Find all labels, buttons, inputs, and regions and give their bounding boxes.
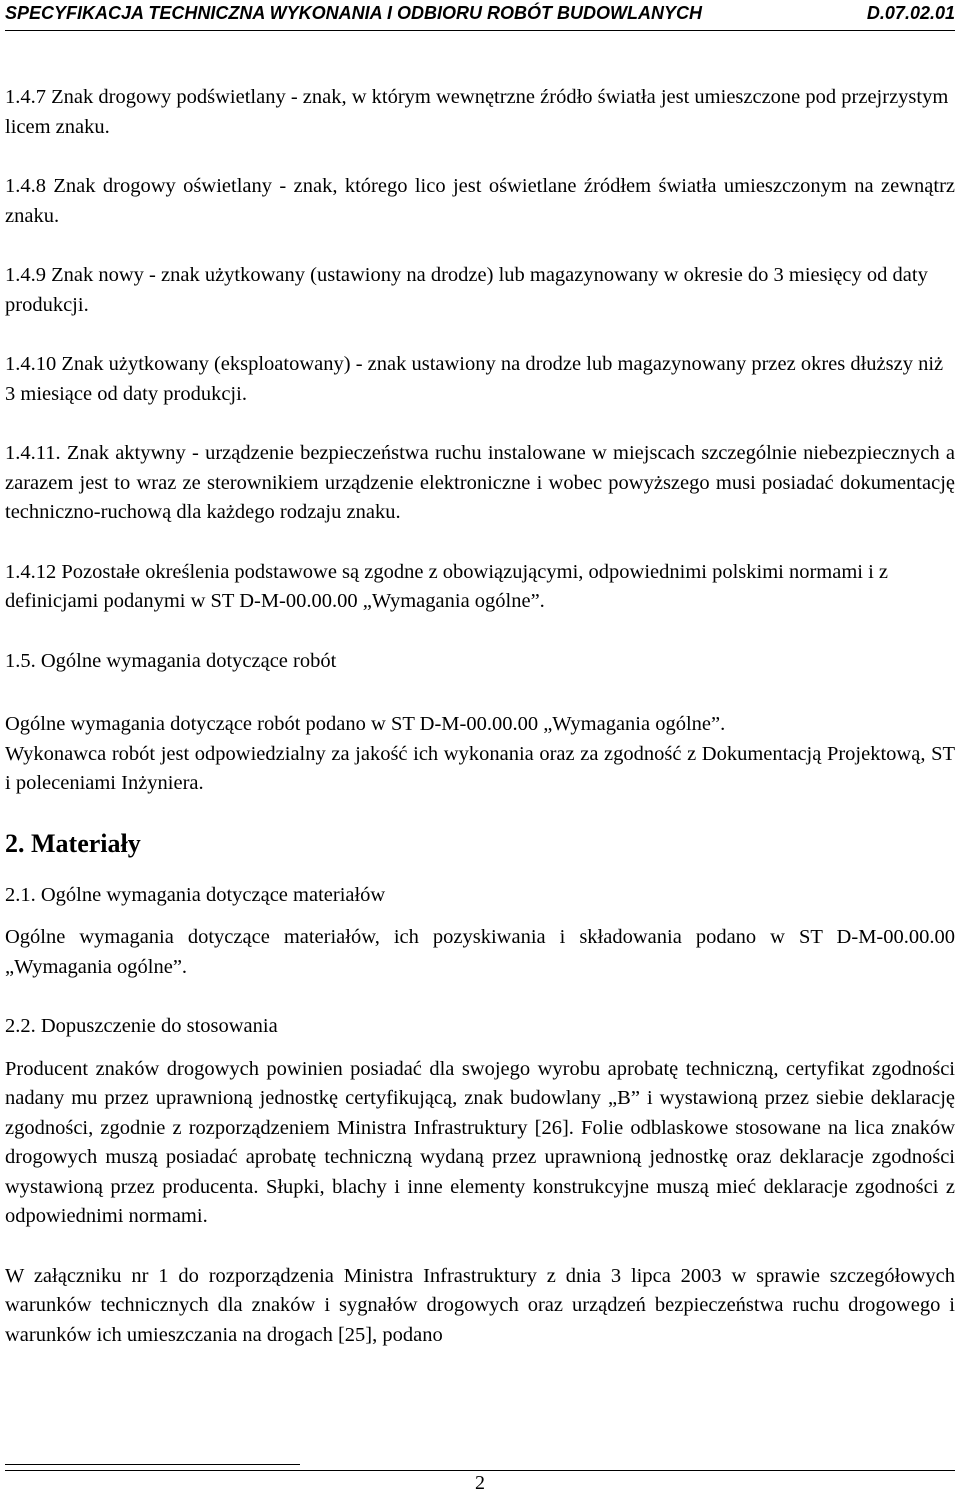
section-heading-2: 2. Materiały xyxy=(5,828,141,858)
paragraph-1-4-8: 1.4.8 Znak drogowy oświetlany - znak, którego lico jest oświetlane źródłem światła umieszczonym na zewnątrz znaku. xyxy=(5,175,955,227)
document-body xyxy=(5,83,955,1350)
section-heading-1-5: 1.5. Ogólne wymagania dotyczące robót xyxy=(5,649,337,672)
header-title: SPECYFIKACJA TECHNICZNA WYKONANIA I ODBIORU ROBÓT BUDOWLANYCH xyxy=(5,3,702,23)
paragraph-2-2-b: W załączniku nr 1 do rozporządzenia Ministra Infrastruktury z dnia 3 lipca 2003 w sprawie szczegółowych warunków technicznych dla znaków i sygnałów drogowych oraz urządzeń bezpieczeństwa ruchu drogowego i warunków ich umieszczania na drogach [25], podano xyxy=(5,1264,955,1346)
paragraph-1-4-10: 1.4.10 Znak użytkowany (eksploatowany) - znak ustawiony na drodze lub magazynowany przez okres dłuższy niż 3 miesiące od daty produkcji. xyxy=(5,353,944,405)
paragraph-1-4-11: 1.4.11. Znak aktywny - urządzenie bezpieczeństwa ruchu instalowane w miejscach szczególnie niebezpiecznych a zarazem jest to wraz ze sterownikiem urządzenie elektroniczne i wobec powyższego musi posiadać dokumentację techniczno-ruchową dla każdego rodzaju znaku. xyxy=(5,442,955,523)
header-code: D.07.02.01 xyxy=(866,3,955,23)
footer-short-rule xyxy=(5,1464,300,1465)
section-heading-2-1: 2.1. Ogólne wymagania dotyczące materiałów xyxy=(5,883,386,906)
paragraph-1-5-a: Ogólne wymagania dotyczące robót podano w ST D-M-00.00.00 „Wymagania ogólne”. xyxy=(5,713,726,735)
paragraph-2-1: Ogólne wymagania dotyczące materiałów, ich pozyskiwania i składowania podano w ST D-M-00.00.00 „Wymagania ogólne”. xyxy=(5,926,955,978)
paragraph-1-4-7: 1.4.7 Znak drogowy podświetlany - znak, w którym wewnętrzne źródło światła jest umieszczone pod przejrzystym licem znaku. xyxy=(5,86,949,138)
page-header xyxy=(5,0,955,31)
paragraph-1-5-b: Wykonawca robót jest odpowiedzialny za jakość ich wykonania oraz za zgodność z Dokumentacją Projektową, ST i poleceniami Inżyniera. xyxy=(5,742,955,794)
paragraph-2-2-a: Producent znaków drogowych powinien posiadać dla swojego wyrobu aprobatę techniczną, certyfikat zgodności nadany mu przez uprawnioną jednostkę certyfikującą, znak budowlany „B” i wystawioną przez siebie deklarację zgodności, zgodnie z rozporządzeniem Ministra Infrastruktury [26]. Folie odblaskowe stosowane na lica znaków drogowych muszą posiadać aprobatę techniczną wydaną przez uprawnioną jednostkę oraz deklaracje zgodności wystawioną przez producenta. Słupki, blachy i inne elementy konstrukcyjne muszą mieć deklaracje zgodności z odpowiednimi normami. xyxy=(5,1057,955,1227)
section-heading-2-2: 2.2. Dopuszczenie do stosowania xyxy=(5,1015,278,1037)
paragraph-1-4-12: 1.4.12 Pozostałe określenia podstawowe są zgodne z obowiązującymi, odpowiednimi polskimi normami i z definicjami podanymi w ST D-M-00.00.00 „Wymagania ogólne”. xyxy=(5,560,889,612)
paragraph-1-4-9: 1.4.9 Znak nowy - znak użytkowany (ustawiony na drodze) lub magazynowany w okresie do 3 miesięcy od daty produkcji. xyxy=(5,264,928,316)
page-number: 2 xyxy=(475,1472,485,1494)
